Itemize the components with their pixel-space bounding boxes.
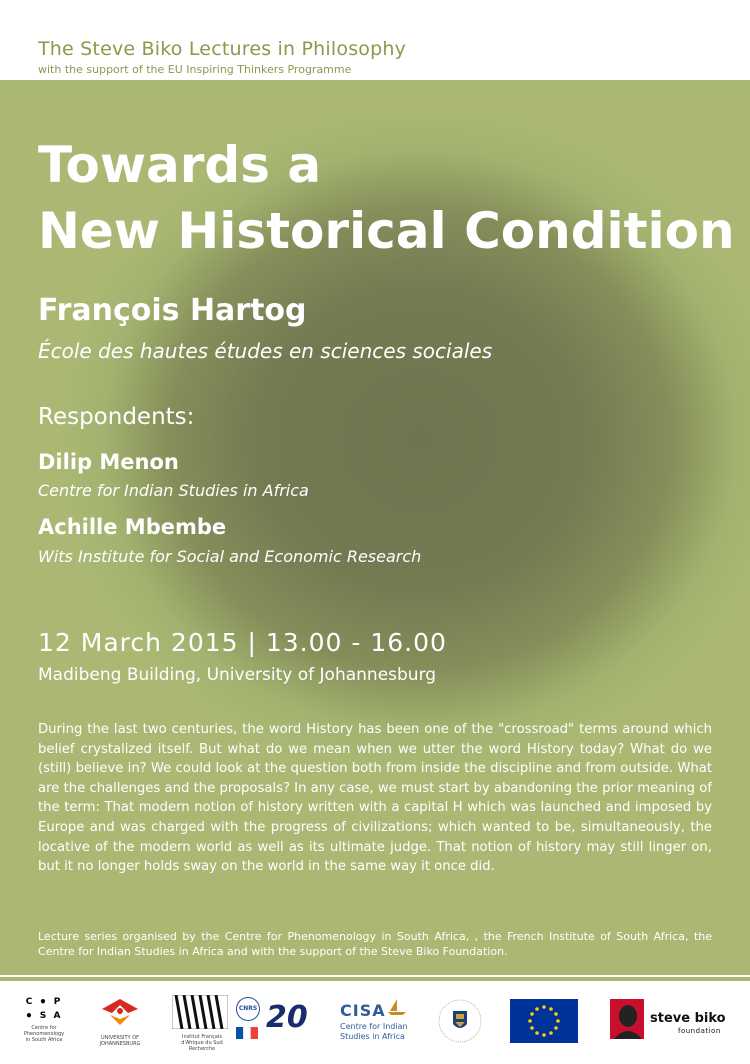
wits-logo	[436, 997, 484, 1049]
steve-biko-portrait-icon	[610, 999, 644, 1039]
french-flag-icon	[236, 1027, 258, 1045]
header	[0, 0, 750, 80]
uj-emblem-icon	[92, 995, 148, 1031]
cpsa-letter: A	[53, 1011, 61, 1021]
respondents-heading: Respondents:	[38, 404, 195, 430]
cnrs-badge: CNRS	[236, 997, 260, 1021]
biko-name: steve biko	[650, 1011, 726, 1026]
lecture-description: During the last two centuries, the word History has been one of the "crossroad" terms around which belief crystalized itself. But what do we mean when we utter the word History today? What do we (still) believe in? We could look at the question both from inside the discipline and from outside. What are the challenges and the proposals? In any case, we must start by abandoning the prior meaning of the term: That modern notion of history written with a capital H which was launched and imposed by Europe and was charged with the progress of civilizations; which wanted to be, simultaneously, the locative of the modern world as well as its ultimate judge. That notion of history may still linger on, but it no longer holds sway on the world in the same way it once did.	[38, 722, 712, 875]
series-subtitle: with the support of the EU Inspiring Thinkers Programme	[38, 63, 352, 76]
university-crest-icon	[436, 997, 484, 1045]
lecture-title	[38, 132, 735, 264]
respondent-name: Dilip Menon	[38, 450, 179, 474]
event-venue: Madibeng Building, University of Johannesburg	[38, 665, 437, 685]
cnrs-logo	[236, 997, 260, 1049]
eu-flag-icon	[510, 999, 578, 1043]
ifas-caption: Institut Français d'Afrique du Sud Recherche	[181, 1034, 223, 1052]
respondent-name: Achille Mbembe	[38, 515, 227, 539]
speaker-institution: École des hautes études en sciences sociales	[38, 339, 493, 363]
ifas-20-logo	[266, 1001, 316, 1035]
zebra-stripes-icon	[172, 995, 228, 1029]
lecture-title-line2: New Historical Condition	[38, 202, 735, 260]
dhow-sail-icon	[388, 999, 406, 1015]
cisa-caption-line2: Studies in Africa	[340, 1032, 405, 1041]
cisa-caption-line1: Centre for Indian	[340, 1022, 408, 1031]
divider-top	[0, 80, 750, 83]
cpsa-logo: C • P • S A Centre for Phenomenology in South Africa	[23, 995, 65, 1043]
respondent-institution: Wits Institute for Social and Economic Research	[38, 547, 422, 566]
event-datetime: 12 March 2015 | 13.00 - 16.00	[38, 628, 447, 657]
ifas-logo	[172, 995, 232, 1052]
lecture-title-line1: Towards a	[38, 136, 322, 194]
cpsa-letter: S	[39, 1011, 47, 1021]
organisers-note: Lecture series organised by the Centre for Phenomenology in South Africa, , the French Institute of South Africa, the Centre for Indian Studies in Africa and with the support of the Steve Biko Foundation.	[38, 930, 712, 958]
speaker-name: François Hartog	[38, 293, 307, 328]
uj-logo	[92, 995, 148, 1047]
uj-caption: UNIVERSITY OF JOHANNESBURG	[99, 1035, 141, 1047]
biko-sub: foundation	[678, 1027, 721, 1035]
cpsa-letter: P	[53, 997, 61, 1007]
ifas-20-badge: 20	[266, 1000, 308, 1035]
cpsa-letter: C	[25, 997, 33, 1007]
series-title: The Steve Biko Lectures in Philosophy	[38, 38, 407, 60]
respondent-institution: Centre for Indian Studies in Africa	[38, 481, 309, 500]
cisa-name: CISA	[340, 1001, 386, 1020]
cisa-logo	[340, 1001, 410, 1042]
poster-panel	[0, 80, 750, 975]
eu-logo	[510, 999, 578, 1047]
sponsor-logos	[0, 983, 750, 1064]
divider-bottom	[0, 977, 750, 981]
cpsa-caption: Centre for Phenomenology in South Africa	[23, 1025, 65, 1043]
